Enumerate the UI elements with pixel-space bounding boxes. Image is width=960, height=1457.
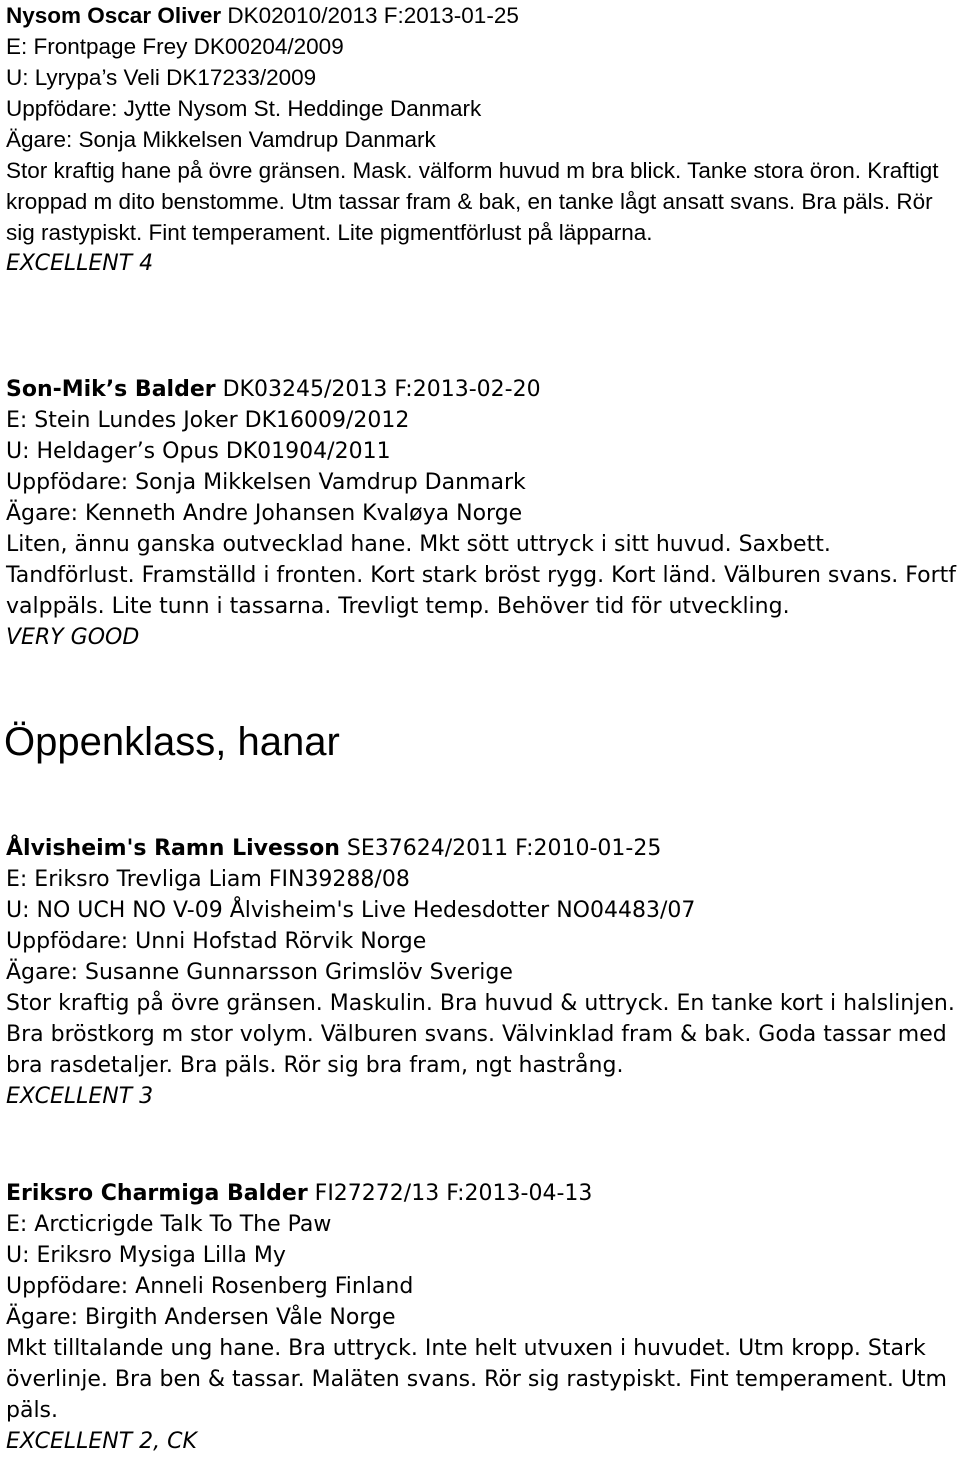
dog-owner: Ägare: Susanne Gunnarsson Grimslöv Sverige <box>6 960 513 985</box>
dog-registration: DK03245/2013 F:2013-02-20 <box>215 377 541 402</box>
dog-name: Ålvisheim's Ramn Livesson <box>6 836 340 861</box>
entry-header <box>6 833 956 864</box>
dog-entry <box>6 1178 956 1457</box>
entry-header <box>6 0 956 31</box>
dog-father: E: Eriksro Trevliga Liam FIN39288/08 <box>6 867 410 892</box>
dog-registration: SE37624/2011 F:2010-01-25 <box>339 836 662 861</box>
dog-critique: Stor kraftig på övre gränsen. Maskulin. Bra huvud & uttryck. En tanke kort i halslinjen. Bra bröstkorg m stor volym. Välburen svans. Välvinklad fram & bak. Goda tassar med bra rasdetaljer. Bra päls. Rör sig bra fram, ngt hastrång. <box>6 991 955 1078</box>
dog-entry <box>6 0 956 279</box>
dog-entry <box>6 374 956 653</box>
dog-name: Son-Mik’s Balder <box>6 377 216 402</box>
dog-critique: Mkt tilltalande ung hane. Bra uttryck. Inte helt utvuxen i huvudet. Utm kropp. Stark överlinje. Bra ben & tassar. Maläten svans. Rör sig rastypiskt. Fint temperament. Utm päls. <box>6 1336 947 1423</box>
dog-mother: U: Lyrypa’s Veli DK17233/2009 <box>6 65 317 90</box>
dog-breeder: Uppfödare: Anneli Rosenberg Finland <box>6 1274 414 1299</box>
dog-critique: Liten, ännu ganska outvecklad hane. Mkt sött uttryck i sitt huvud. Saxbett. Tandförlust. Framställd i fronten. Kort stark bröst rygg. Kort länd. Välburen svans. Fortf valppäls. Lite tunn i tassarna. Trevligt temp. Behöver tid för utveckling. <box>6 532 957 619</box>
dog-mother: U: NO UCH NO V-09 Ålvisheim's Live Hedesdotter NO04483/07 <box>6 898 696 923</box>
dog-name: Eriksro Charmiga Balder <box>6 1181 308 1206</box>
dog-grade: VERY GOOD <box>6 625 140 650</box>
dog-mother: U: Eriksro Mysiga Lilla My <box>6 1243 286 1268</box>
dog-owner: Ägare: Sonja Mikkelsen Vamdrup Danmark <box>6 127 436 152</box>
dog-grade: EXCELLENT 3 <box>6 1084 154 1109</box>
dog-breeder: Uppfödare: Sonja Mikkelsen Vamdrup Danmark <box>6 470 526 495</box>
dog-registration: FI27272/13 F:2013-04-13 <box>307 1181 593 1206</box>
dog-owner: Ägare: Kenneth Andre Johansen Kvaløya Norge <box>6 501 523 526</box>
dog-father: E: Frontpage Frey DK00204/2009 <box>6 34 344 59</box>
entry-header <box>6 1178 956 1209</box>
dog-owner: Ägare: Birgith Andersen Våle Norge <box>6 1305 396 1330</box>
dog-father: E: Stein Lundes Joker DK16009/2012 <box>6 408 410 433</box>
dog-registration: DK02010/2013 F:2013-01-25 <box>221 3 519 28</box>
dog-grade: EXCELLENT 4 <box>6 251 154 276</box>
dog-grade: EXCELLENT 2, CK <box>6 1429 197 1454</box>
class-heading: Öppenklass, hanar <box>4 720 340 764</box>
dog-father: E: Arcticrigde Talk To The Paw <box>6 1212 332 1237</box>
dog-breeder: Uppfödare: Unni Hofstad Rörvik Norge <box>6 929 427 954</box>
entry-header <box>6 374 956 405</box>
dog-mother: U: Heldager’s Opus DK01904/2011 <box>6 439 391 464</box>
dog-critique: Stor kraftig hane på övre gränsen. Mask. välform huvud m bra blick. Tanke stora öron. Kraftigt kroppad m dito benstomme. Utm tassar fram & bak, en tanke lågt ansatt svans. Bra päls. Rör sig rastypiskt. Fint temperament. Lite pigmentförlust på läpparna. <box>6 158 939 245</box>
dog-breeder: Uppfödare: Jytte Nysom St. Heddinge Danmark <box>6 96 482 121</box>
dog-name: Nysom Oscar Oliver <box>6 3 222 28</box>
dog-entry <box>6 833 956 1112</box>
